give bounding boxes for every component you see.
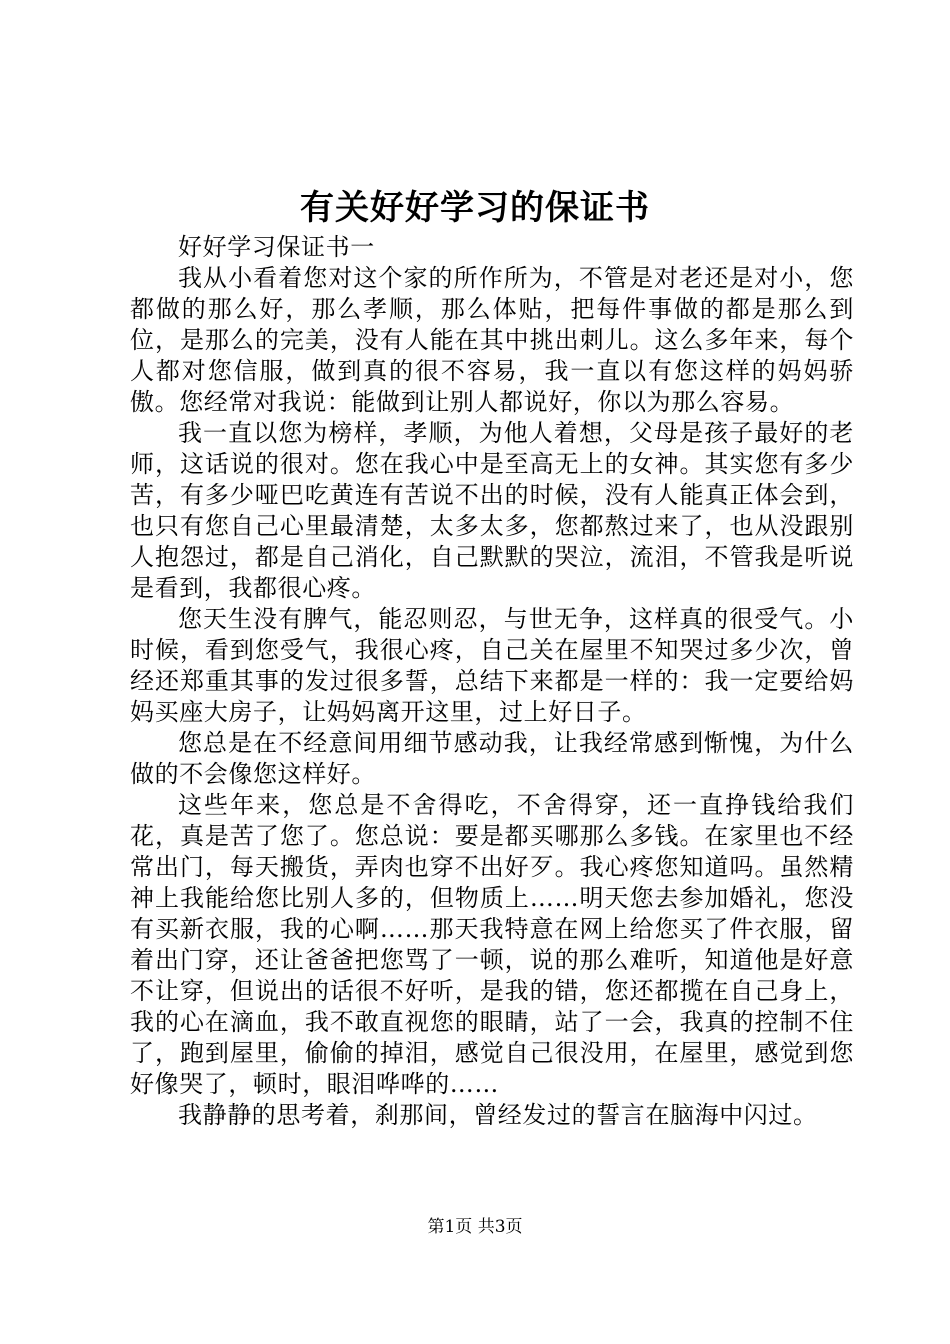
document-title: 有关好好学习的保证书 <box>300 188 650 228</box>
paragraph-6: 我静静的思考着，刹那间，曾经发过的誓言在脑海中闪过。 <box>178 1101 818 1129</box>
paragraph-2: 我一直以您为榜样，孝顺，为他人着想，父母是孩子最好的老师，这话说的很对。您在我心中是至高无上的女神。其实您有多少苦，有多少哑巴吃黄连有苦说不出的时候，没有人能真正体会到，也只有您自己心里最清楚，太多太多，您都熬过来了，也从没跟别人抱怨过，都是自己消化，自己默默的哭泣，流泪，不管我是听说是看到，我都很心疼。 <box>130 419 854 602</box>
paragraph-5: 这些年来，您总是不舍得吃，不舍得穿，还一直挣钱给我们花，真是苦了您了。您总说：要是都买哪那么多钱。在家里也不经常出门，每天搬货，弄肉也穿不出好歹。我心疼您知道吗。虽然精神上我能给您比别人多的，但物质上……明天您去参加婚礼，您没有买新衣服，我的心啊……那天我特意在网上给您买了件衣服，留着出门穿，还让爸爸把您骂了一顿，说的那么难听，知道他是好意不让穿，但说出的话很不好听，是我的错，您还都揽在自己身上，我的心在滴血，我不敢直视您的眼睛，站了一会，我真的控制不住了，跑到屋里，偷偷的掉泪，感觉自己很没用，在屋里，感觉到您好像哭了，顿时，眼泪哗哗的…… <box>130 791 854 1098</box>
paragraph-4: 您总是在不经意间用细节感动我，让我经常感到惭愧，为什么做的不会像您这样好。 <box>130 729 854 788</box>
paragraph-3: 您天生没有脾气，能忍则忍，与世无争，这样真的很受气。小时候，看到您受气，我很心疼，自己关在屋里不知哭过多少次，曾经还郑重其事的发过很多誓，总结下来都是一样的：我一定要给妈妈买座大房子，让妈妈离开这里，过上好日子。 <box>130 605 854 726</box>
paragraph-1: 我从小看着您对这个家的所作所为，不管是对老还是对小，您都做的那么好，那么孝顺，那么体贴，把每件事做的都是那么到位，是那么的完美，没有人能在其中挑出刺儿。这么多年来，每个人都对您信服，做到真的很不容易，我一直以有您这样的妈妈骄傲。您经常对我说：能做到让别人都说好，你以为那么容易。 <box>130 264 854 416</box>
document-body <box>130 232 854 1131</box>
page-footer: 第1页 共3页 <box>427 1217 523 1237</box>
section-heading: 好好学习保证书一 <box>178 233 375 261</box>
